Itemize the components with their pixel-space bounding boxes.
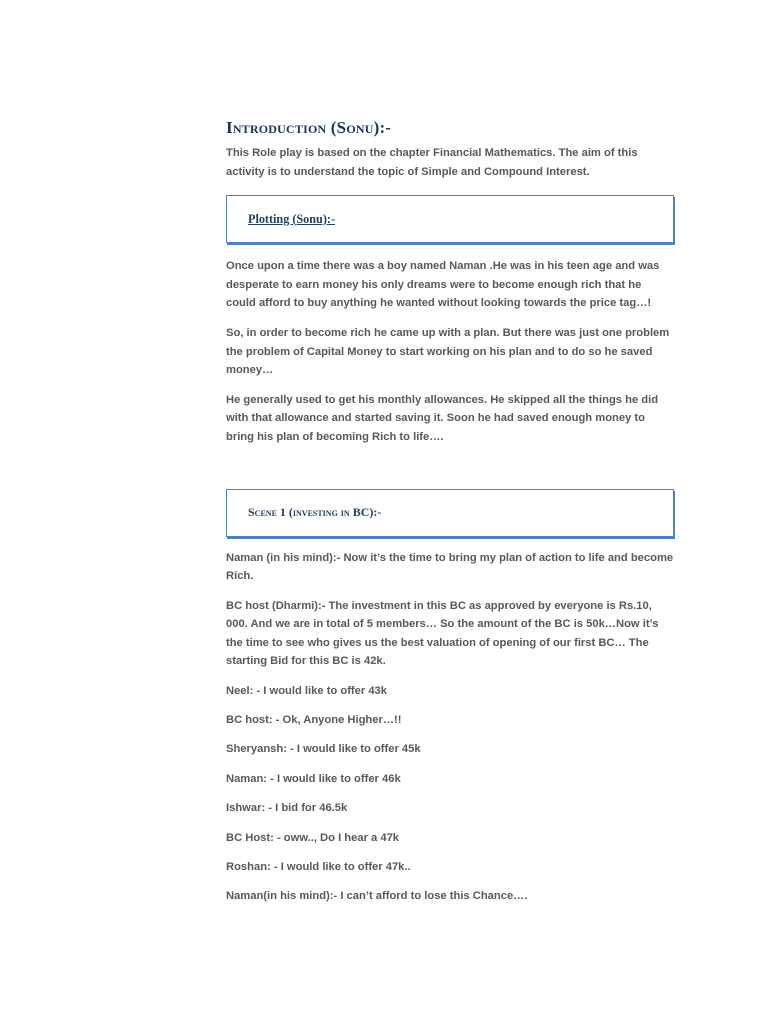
- introduction-text: This Role play is based on the chapter Financial Mathematics. The aim of this activity is to understand the topic of Simple and Compound Interest.: [226, 147, 638, 178]
- plotting-paragraph: Once upon a time there was a boy named Naman .He was in his teen age and was desperate to earn money his only dreams were to become enough rich that he could afford to buy anything he wanted without looking towards the price tag…!: [226, 260, 660, 310]
- dialog-line: BC host: - Ok, Anyone Higher…!!: [226, 714, 402, 727]
- dialog-line: Naman: - I would like to offer 46k: [226, 772, 401, 785]
- document-page: [226, 118, 674, 917]
- dialog-line: BC host (Dharmi):- The investment in this BC as approved by everyone is Rs.10, 000. And we are in total of 5 members… So the amount of the BC is 50k…Now it’s the time to see who gives us the best valuation of opening of our first BC… The starting Bid for this BC is 42k.: [226, 599, 659, 668]
- plotting-paragraph: He generally used to get his monthly allowances. He skipped all the things he did with that allowance and started saving it. Soon he had saved enough money to bring his plan of becoming Rich to life….: [226, 393, 659, 443]
- dialog-line: Naman(in his mind):- I can’t afford to lose this Chance….: [226, 890, 528, 903]
- introduction-heading: Introduction (Sonu):-: [226, 118, 392, 137]
- dialog-line: Roshan: - I would like to offer 47k..: [226, 861, 411, 874]
- dialog-line: Neel: - I would like to offer 43k: [226, 684, 388, 697]
- scene1-heading: Scene 1 (investing in BC):-: [248, 505, 382, 520]
- dialog-line: BC Host: - oww.., Do I hear a 47k: [226, 831, 400, 844]
- dialog-line: Sheryansh: - I would like to offer 45k: [226, 743, 421, 756]
- plotting-heading: Plotting (Sonu):-: [248, 211, 336, 226]
- plotting-section: [226, 257, 674, 446]
- scene1-heading-box: [226, 489, 674, 537]
- plotting-heading-box: [226, 195, 674, 243]
- dialog-line: Ishwar: - I bid for 46.5k: [226, 802, 348, 815]
- plotting-paragraph: So, in order to become rich he came up with a plan. But there was just one problem the problem of Capital Money to start working on his plan and to do so he saved money…: [226, 326, 670, 377]
- dialog-line: Naman (in his mind):- Now it’s the time to bring my plan of action to life and become Rich.: [226, 551, 674, 583]
- scene1-dialog: [226, 549, 674, 906]
